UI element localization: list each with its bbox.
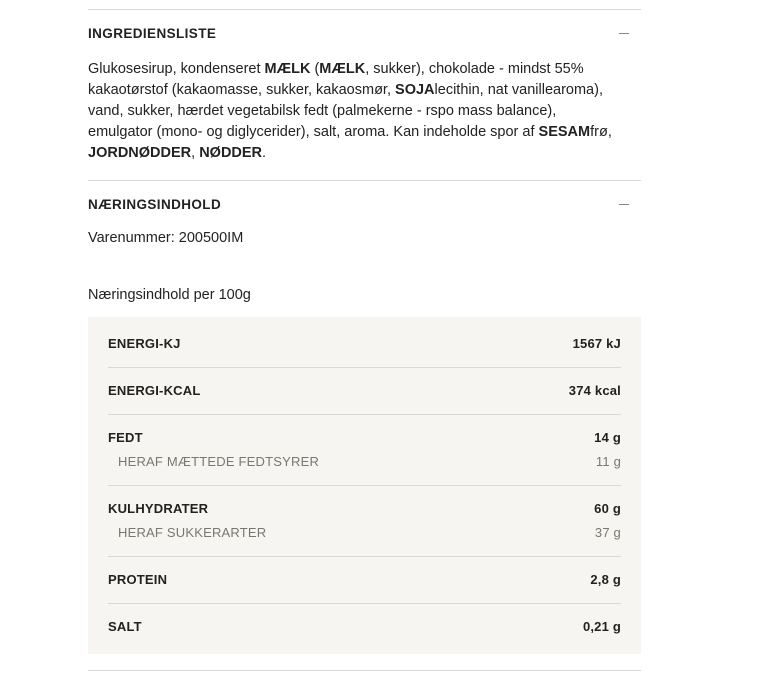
row-divider — [108, 556, 621, 557]
minus-icon[interactable] — [619, 199, 629, 209]
item-number: Varenummer: 200500IM — [88, 230, 244, 246]
ingredients-text — [88, 59, 641, 164]
allergen: MÆLK — [264, 61, 311, 77]
nutrition-row-main — [108, 380, 621, 400]
nutrient-value: 374 kcal — [568, 382, 621, 398]
nutrition-row-main — [108, 333, 621, 353]
nutrient-label: FEDT — [108, 429, 143, 445]
ingredient-text: , — [191, 145, 200, 161]
nutrient-value: 2,8 g — [590, 571, 621, 587]
ingredients-line — [88, 101, 641, 122]
nutrition-title: NÆRINGSINDHOLD — [88, 196, 222, 212]
nutrient-label: KULHYDRATER — [108, 500, 209, 516]
ingredients-title: INGREDIENSLISTE — [88, 25, 217, 41]
nutrition-row — [108, 616, 621, 636]
sub-nutrient-value: 11 g — [595, 453, 621, 469]
ingredient-text: , sukker), chokolade - mindst 55% — [365, 61, 584, 77]
section-divider — [88, 180, 641, 181]
ingredients-line — [88, 59, 641, 80]
nutrient-label: ENERGI-KJ — [108, 335, 181, 351]
allergen: SOJA — [395, 82, 435, 98]
row-divider — [108, 485, 621, 486]
allergen: NØDDER — [199, 145, 263, 161]
nutrition-table — [88, 317, 641, 654]
nutrition-row — [108, 498, 621, 542]
allergen: SESAM — [538, 124, 591, 140]
nutrient-value: 60 g — [594, 500, 621, 516]
row-divider — [108, 603, 621, 604]
nutrition-row-sub — [108, 451, 621, 471]
ingredient-text: . — [262, 145, 267, 161]
ingredient-text: ( — [310, 61, 320, 77]
sub-nutrient-label: HERAF SUKKERARTER — [118, 524, 267, 540]
ingredients-line — [88, 80, 641, 101]
nutrition-row-main — [108, 498, 621, 518]
nutrient-value: 0,21 g — [582, 618, 621, 634]
row-divider — [108, 367, 621, 368]
allergen: MÆLK — [319, 61, 366, 77]
ingredient-text: emulgator (mono- og diglycerider), salt, aroma. Kan indeholde spor af — [88, 124, 539, 140]
minus-icon[interactable] — [619, 28, 629, 38]
nutrition-per-label: Næringsindhold per 100g — [88, 287, 251, 303]
sub-nutrient-label: HERAF MÆTTEDE FEDTSYRER — [118, 453, 320, 469]
ingredients-header[interactable] — [88, 23, 641, 43]
nutrient-value: 14 g — [594, 429, 621, 445]
row-divider — [108, 414, 621, 415]
ingredient-text: Glukosesirup, kondenseret — [88, 61, 265, 77]
nutrient-value: 1567 kJ — [572, 335, 621, 351]
allergen: JORDNØDDER — [88, 145, 192, 161]
nutrition-row-sub — [108, 522, 621, 542]
nutrition-row-main — [108, 569, 621, 589]
nutrition-row-main — [108, 427, 621, 447]
ingredient-text: lecithin, nat vanillearoma), — [434, 82, 603, 98]
ingredients-line — [88, 122, 641, 143]
bottom-divider — [88, 670, 641, 671]
ingredient-text: vand, sukker, hærdet vegetabilsk fedt (palmekerne - rspo mass balance), — [88, 103, 557, 119]
ingredient-text: kakaotørstof (kakaomasse, sukker, kakaosmør, — [88, 82, 396, 98]
nutrition-row-main — [108, 616, 621, 636]
nutrition-row — [108, 333, 621, 353]
nutrient-label: PROTEIN — [108, 571, 168, 587]
ingredient-text: frø, — [590, 124, 612, 140]
nutrition-row — [108, 569, 621, 589]
nutrition-header[interactable] — [88, 194, 641, 214]
sub-nutrient-value: 37 g — [594, 524, 621, 540]
nutrition-row — [108, 380, 621, 400]
nutrition-row — [108, 427, 621, 471]
nutrient-label: SALT — [108, 618, 142, 634]
ingredients-line — [88, 143, 641, 164]
nutrient-label: ENERGI-KCAL — [108, 382, 201, 398]
top-divider — [88, 9, 641, 10]
